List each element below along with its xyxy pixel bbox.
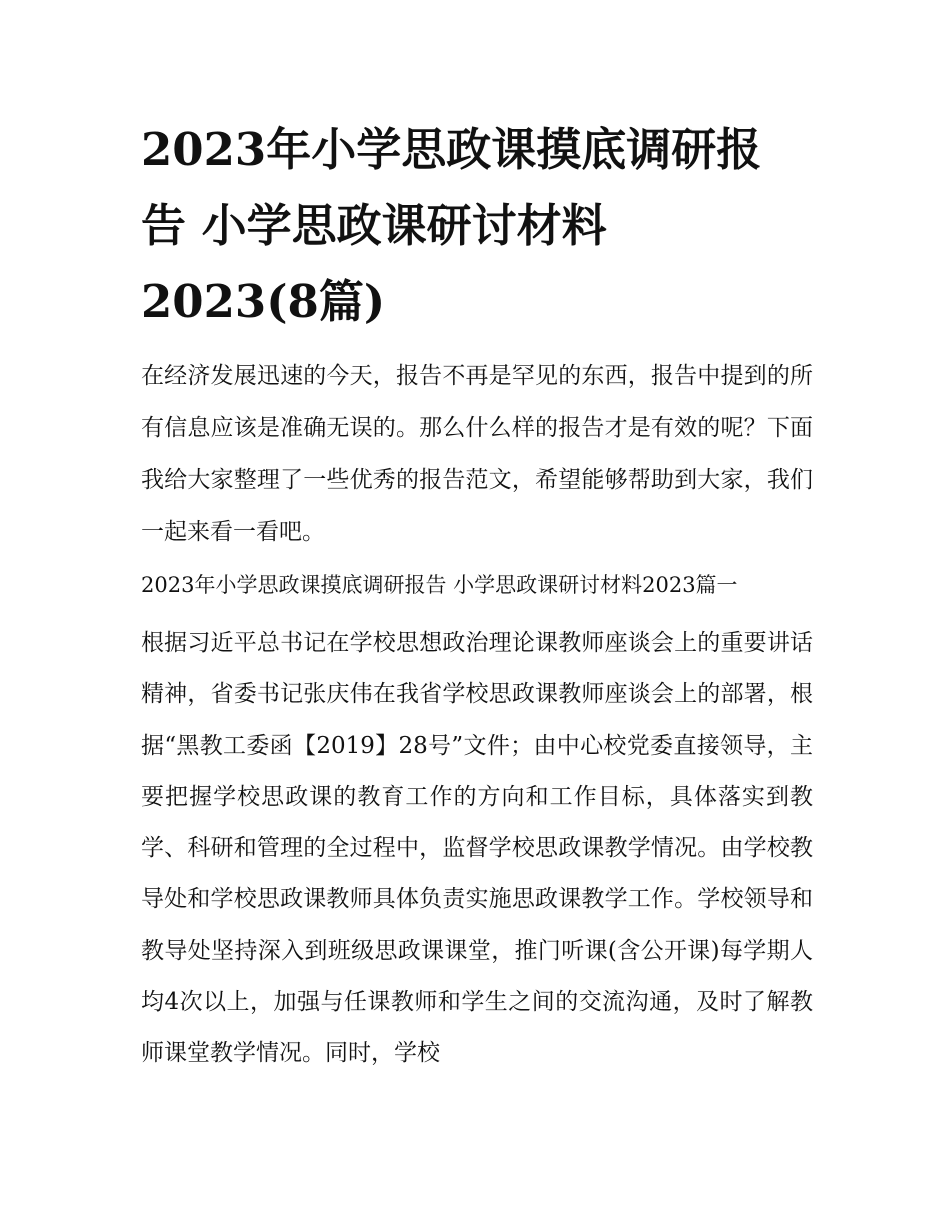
intro-paragraph: 在经济发展迅速的今天，报告不再是罕见的东西，报告中提到的所有信息应该是准确无误的。那么什么样的报告才是有效的呢？下面我给大家整理了一些优秀的报告范文，希望能够帮助到大家，我们一起来看一看吧。	[141, 363, 813, 545]
section-heading: 2023年小学思政课摸底调研报告 小学思政课研讨材料2023篇一	[141, 573, 738, 597]
title-line-2: 告 小学思政课研讨材料	[141, 199, 607, 252]
document-page	[141, 112, 813, 1080]
title-line-1: 2023年小学思政课摸底调研报	[141, 123, 762, 176]
title-line-3: 2023(8篇)	[141, 275, 386, 328]
document-title	[141, 112, 813, 340]
body-paragraph: 根据习近平总书记在学校思想政治理论课教师座谈会上的重要讲话精神，省委书记张庆伟在我省学校思政课教师座谈会上的部署，根据“黑教工委函【2019】28号”文件；由中心校党委直接领导，主要把握学校思政课的教育工作的方向和工作目标，具体落实到教学、科研和管理的全过程中，监督学校思政课教学情况。由学校教导处和学校思政课教师具体负责实施思政课教学工作。学校领导和教导处坚持深入到班级思政课课堂，推门听课(含公开课)每学期人均4次以上，加强与任课教师和学生之间的交流沟通，及时了解教师课堂教学情况。同时，学校	[141, 630, 813, 1067]
